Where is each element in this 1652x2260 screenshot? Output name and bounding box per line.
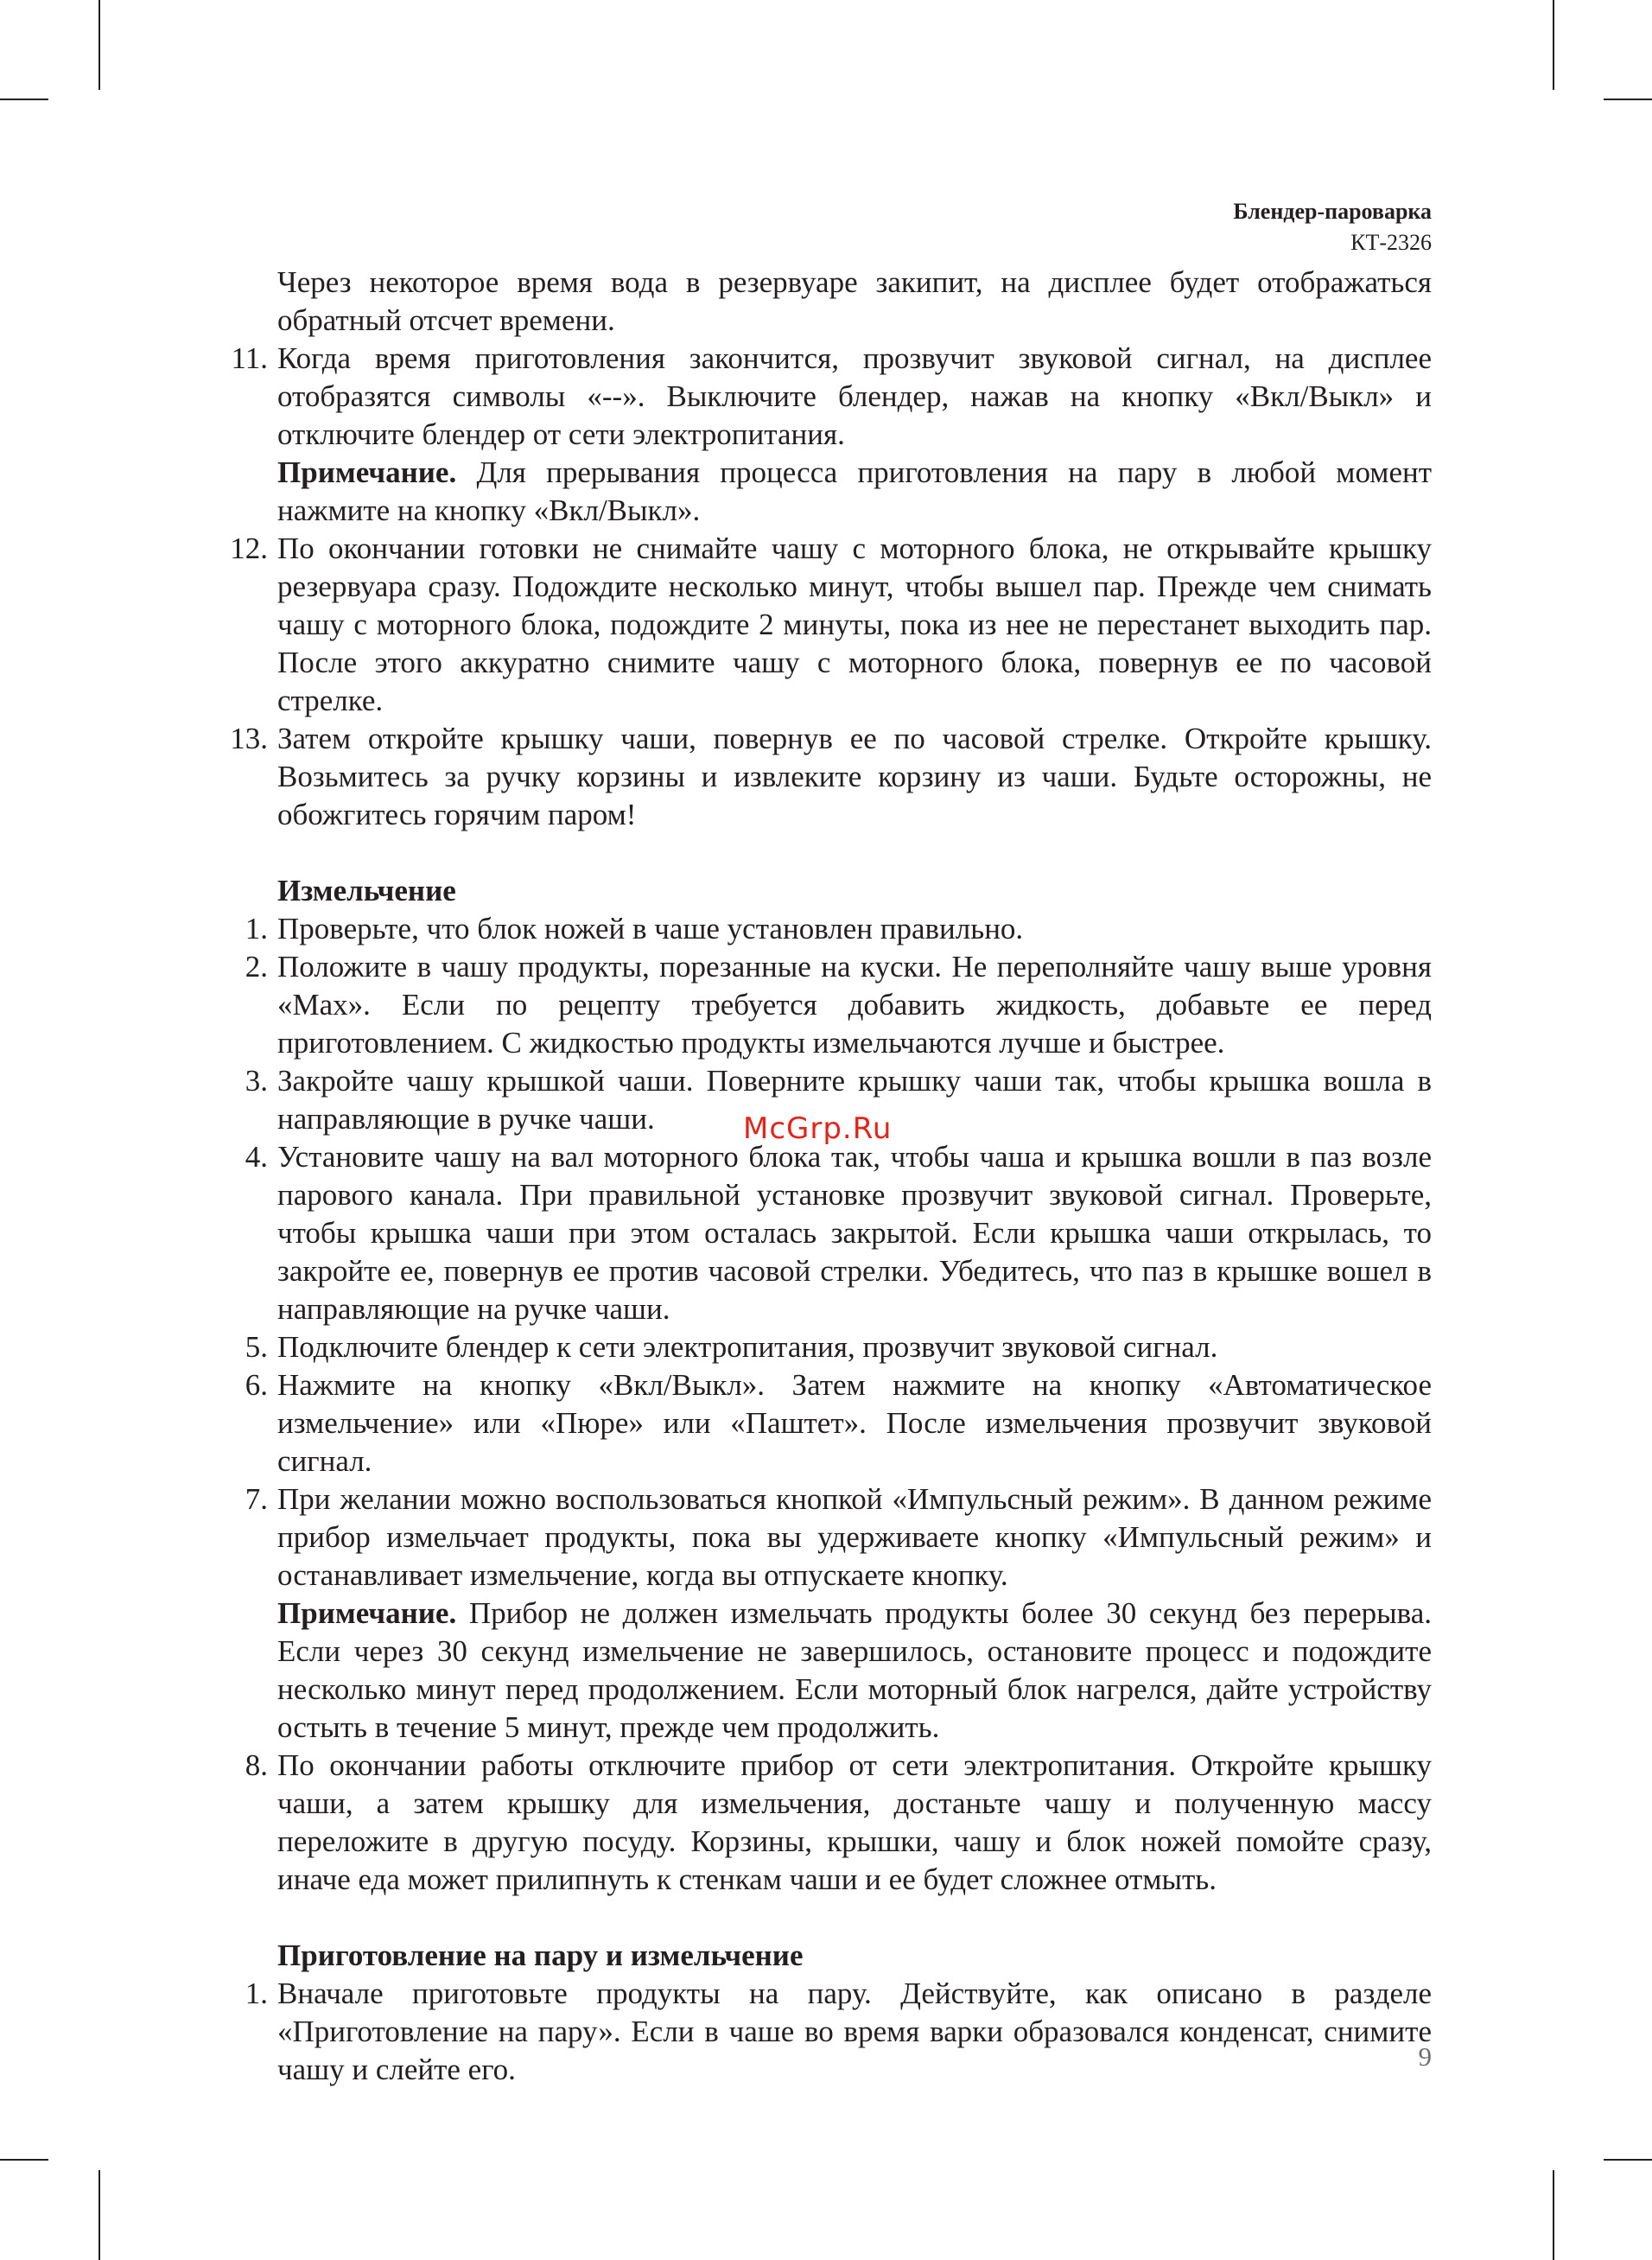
list-text: Установите чашу на вал моторного блока так, чтобы чаша и крышка вошли в паз возле парового канала. При правильной установке прозвучит звуковой сигнал. Проверьте, чтобы крышка чаши при этом осталась закрытой. Если крышка чаши открылась, то закройте ее, повернув ее против часовой стрелки. Убедитесь, что паз в крышке вошел в направляющие на ручке чаши.: [277, 1140, 1432, 1326]
list-text: По окончании готовки не снимайте чашу с моторного блока, не открывайте крышку резервуара сразу. Подождите несколько минут, чтобы вышел пар. Прежде чем снимать чашу с моторного блока, подождите 2 минуты, пока из нее не перестанет выходить пар. После этого аккуратно снимите чашу с моторного блока, повернув ее по часовой стрелке.: [277, 532, 1432, 717]
crop-mark: [1604, 2159, 1652, 2161]
crop-mark: [98, 0, 100, 90]
list-number: 4.: [245, 1140, 268, 1174]
crop-mark: [1553, 0, 1554, 90]
crop-mark: [0, 99, 48, 100]
list-number: 3.: [245, 1064, 268, 1098]
list-text: Положите в чашу продукты, порезанные на куски. Не переполняйте чашу выше уровня «Max». Если по рецепту требуется добавить жидкость, добавьте ее перед приготовлением. С жидкостью продукты измельчаются лучше и быстрее.: [277, 950, 1432, 1060]
crop-mark: [1604, 99, 1652, 100]
list-text: По окончании работы отключите прибор от сети электропитания. Откройте крышку чаши, а затем крышку для измельчения, достаньте чашу и полученную массу переложите в другую посуду. Корзины, крышки, чашу и блок ножей помойте сразу, иначе еда может прилипнуть к стенкам чаши и ее будет сложнее отмыть.: [277, 1748, 1432, 1896]
list-item: [216, 910, 1432, 948]
list-text: Вначале приготовьте продукты на пару. Действуйте, как описано в разделе «Приготовление на пару». Если в чаше во время варки образовался конденсат, снимите чашу и слейте его.: [277, 1977, 1432, 2086]
list-text: При желании можно воспользоваться кнопкой «Импульсный режим». В данном режиме прибор измельчает продукты, пока вы удерживаете кнопку «Импульсный режим» и останавливает измельчение, когда вы отпускаете кнопку.: [277, 1482, 1432, 1592]
list-item: [216, 1975, 1432, 2089]
list-number: 13.: [230, 722, 268, 755]
watermark: McGrp.Ru: [743, 1111, 893, 1146]
header-title: Блендер-пароварка: [1233, 199, 1432, 224]
note-label: Примечание.: [277, 1596, 457, 1630]
list-item: [216, 1138, 1432, 1328]
section-heading-chopping: Измельчение: [277, 874, 456, 907]
list-item: [216, 948, 1432, 1062]
list-text: Затем откройте крышку чаши, повернув ее по часовой стрелке. Откройте крышку. Возьмитесь за ручку корзины и извлеките корзину из чаши. Будьте осторожны, не обожгитесь горячим паром!: [277, 722, 1432, 831]
list-number: 1.: [245, 1977, 268, 2010]
crop-mark: [98, 2170, 100, 2260]
list-number: 1.: [245, 912, 268, 945]
page-number: 9: [1418, 2041, 1432, 2072]
list-number: 5.: [245, 1330, 268, 1364]
section-heading-steam-and-chop: Приготовление на пару и измельчение: [277, 1939, 804, 1972]
list-text: Подключите блендер к сети электропитания, прозвучит звуковой сигнал.: [277, 1330, 1218, 1364]
crop-mark: [1553, 2170, 1554, 2260]
note: [277, 454, 1432, 530]
note: [277, 1595, 1432, 1747]
list-number: 6.: [245, 1368, 268, 1402]
note-text: Для прерывания процесса приготовления на пару в любой момент нажмите на кнопку «Вкл/Выкл».: [277, 455, 1432, 527]
running-header: [1233, 196, 1432, 258]
list-number: 12.: [230, 532, 268, 565]
list-item: [216, 720, 1432, 834]
list-item: [216, 340, 1432, 530]
note-text: Прибор не должен измельчать продукты более 30 секунд без перерыва. Если через 30 секунд измельчение не завершилось, остановите процесс и подождите несколько минут перед продолжением. Если моторный блок нагрелся, дайте устройству остыть в течение 5 минут, прежде чем продолжить.: [277, 1596, 1432, 1744]
note-label: Примечание.: [277, 455, 457, 489]
list-text: Проверьте, что блок ножей в чаше установлен правильно.: [277, 912, 1024, 945]
intro-paragraph: Через некоторое время вода в резервуаре закипит, на дисплее будет отображаться обратный отсчет времени.: [277, 265, 1432, 337]
list-number: 7.: [245, 1482, 268, 1516]
header-model: КТ-2326: [1350, 230, 1432, 255]
crop-mark: [0, 2159, 48, 2161]
list-item: [216, 530, 1432, 720]
list-number: 2.: [245, 950, 268, 984]
list-item: [216, 1366, 1432, 1480]
list-item: [216, 1747, 1432, 1899]
page-content: [216, 264, 1432, 2089]
list-number: 8.: [245, 1748, 268, 1782]
list-text: Закройте чашу крышкой чаши. Поверните крышку чаши так, чтобы крышка вошла в направляющие в ручке чаши.: [277, 1064, 1432, 1136]
list-number: 11.: [231, 341, 268, 375]
list-item: [216, 1480, 1432, 1747]
list-text: Нажмите на кнопку «Вкл/Выкл». Затем нажмите на кнопку «Автоматическое измельчение» или «Пюре» или «Паштет». После измельчения прозвучит звуковой сигнал.: [277, 1368, 1432, 1478]
list-text: Когда время приготовления закончится, прозвучит звуковой сигнал, на дисплее отобразятся символы «--». Выключите блендер, нажав на кнопку «Вкл/Выкл» и отключите блендер от сети электропитания.: [277, 341, 1432, 451]
list-item: [216, 1328, 1432, 1366]
